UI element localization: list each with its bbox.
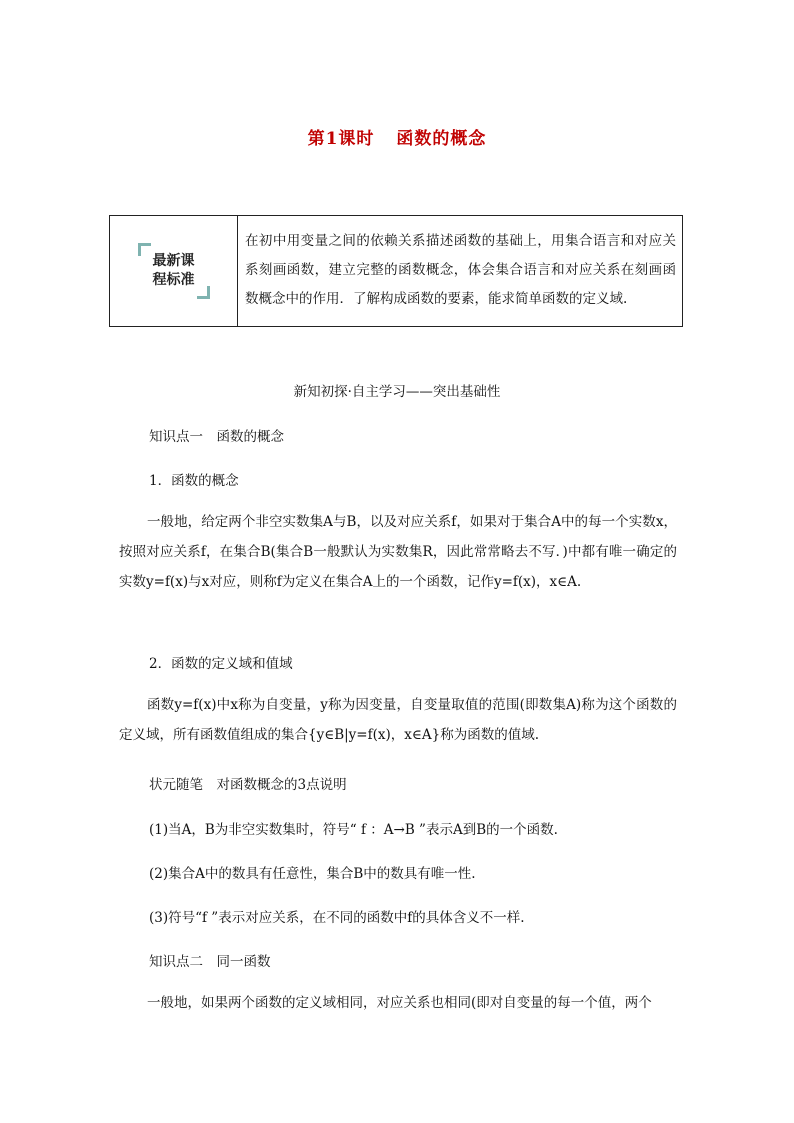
standard-badge (142, 248, 206, 294)
knowledge-point-2-heading: 知识点二 同一函数 (149, 954, 271, 970)
section-heading: 新知初探·自主学习——突出基础性 (293, 384, 501, 400)
standard-text: 在初中用变量之间的依赖关系描述函数的基础上，用集合语言和对应关系刻画函数，建立完整的函数概念，体会集合语言和对应关系在刻画函数概念中的作用．了解构成函数的要素，能求简单函数的定义域. (245, 233, 676, 307)
standard-label-cell (110, 216, 238, 326)
curriculum-standard-table (109, 215, 683, 327)
lesson-topic: 函数的概念 (396, 129, 487, 149)
function-concept-paragraph: 一般地，给定两个非空实数集A与B，以及对应关系f，如果对于集合A中的每一个实数x，按照对应关系f，在集合B(集合B一般默认为实数集R，因此常常略去不写．)中都有唯一确定的实数y=f(x)与x对应，则称f为定义在集合A上的一个函数，记作y=f(x)，x∈A. (119, 514, 677, 590)
subsection-1-heading: 1．函数的概念 (149, 473, 239, 489)
subsection-2-heading: 2．函数的定义域和值域 (149, 656, 293, 672)
standard-label-line1: 最新课 (152, 253, 195, 269)
notes-heading: 状元随笔 对函数概念的3点说明 (149, 777, 347, 793)
standard-label-line2: 程标准 (152, 272, 195, 288)
page-title (0, 124, 794, 149)
domain-range-paragraph: 函数y=f(x)中x称为自变量，y称为因变量，自变量取值的范围(即数集A)称为这个函数的定义域，所有函数值组成的集合{y∈B|y=f(x)，x∈A}称为函数的值域. (119, 697, 677, 743)
note-item-2: (2)集合A中的数具有任意性，集合B中的数具有唯一性. (149, 866, 476, 882)
note-item-3: (3)符号“f ”表示对应关系，在不同的函数中f的具体含义不一样. (149, 910, 525, 926)
lesson-number: 第1课时 (307, 129, 375, 149)
knowledge-point-1-heading: 知识点一 函数的概念 (149, 429, 284, 445)
note-item-1: (1)当A，B为非空实数集时，符号“ f ：A→B ”表示A到B的一个函数. (149, 822, 558, 838)
same-function-paragraph: 一般地，如果两个函数的定义域相同，对应关系也相同(即对自变量的每一个值，两个 (147, 995, 652, 1011)
